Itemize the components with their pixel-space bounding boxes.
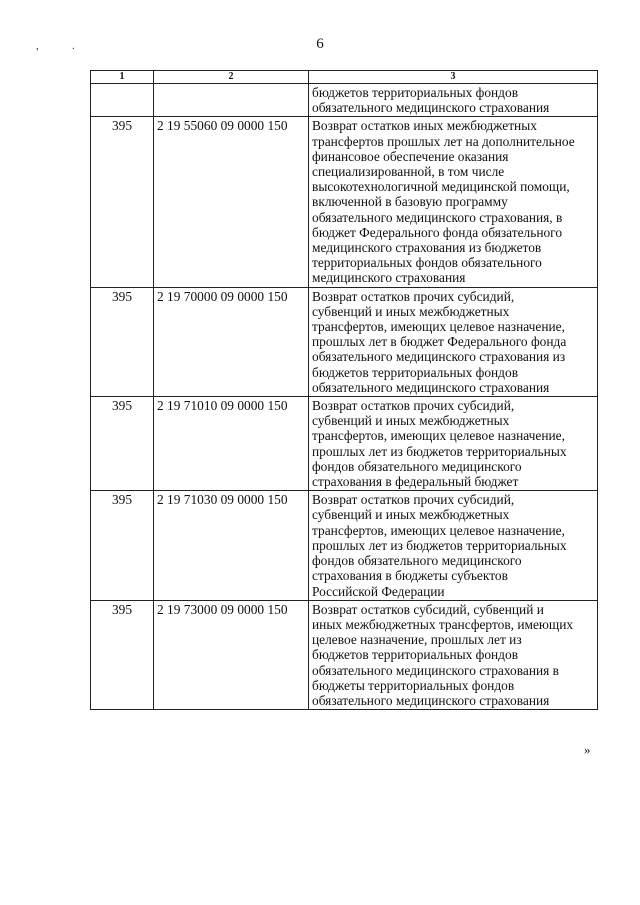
description-cell: Возврат остатков прочих субсидий, субвенций и иных межбюджетных трансфертов, имеющих целевое назначение, прошлых лет в бюджет Федерального фонда обязательного медицинского страхования из бюджетов территориальных фондов обязательного медицинского страхования bbox=[309, 287, 598, 396]
budget-code-table bbox=[90, 70, 598, 710]
budget-code-cell bbox=[154, 84, 309, 117]
table-row bbox=[91, 600, 598, 709]
description-cell: Возврат остатков прочих субсидий, субвенций и иных межбюджетных трансфертов, имеющих целевое назначение, прошлых лет из бюджетов территориальных фондов обязательного медицинского страхования в бюджеты субъектов Российской Федерации bbox=[309, 491, 598, 600]
table-row bbox=[91, 84, 598, 117]
description-cell: Возврат остатков субсидий, субвенций и иных межбюджетных трансфертов, имеющих целевое назначение, прошлых лет из бюджетов территориальных фондов обязательного медицинского страхования в бюджеты территориальных фондов обязательного медицинского страхования bbox=[309, 600, 598, 709]
table-header-row bbox=[91, 71, 598, 84]
margin-mark: . bbox=[72, 40, 75, 52]
column-header: 3 bbox=[309, 71, 598, 84]
table-row bbox=[91, 397, 598, 491]
table-row bbox=[91, 117, 598, 287]
budget-code-cell: 2 19 73000 09 0000 150 bbox=[154, 600, 309, 709]
admin-code-cell: 395 bbox=[91, 287, 154, 396]
table-row bbox=[91, 287, 598, 396]
admin-code-cell: 395 bbox=[91, 491, 154, 600]
description-cell: Возврат остатков иных межбюджетных трансфертов прошлых лет на дополнительное финансовое обеспечение оказания специализированной, в том числе высокотехнологичной медицинской помощи, включенной в базовую программу обязательного медицинского страхования, в бюджет Федерального фонда обязательного медицинского страхования из бюджетов территориальных фондов обязательного медицинского страхования bbox=[309, 117, 598, 287]
budget-code-cell: 2 19 71010 09 0000 150 bbox=[154, 397, 309, 491]
description-cell: Возврат остатков прочих субсидий, субвенций и иных межбюджетных трансфертов, имеющих целевое назначение, прошлых лет из бюджетов территориальных фондов обязательного медицинского страхования в федеральный бюджет bbox=[309, 397, 598, 491]
description-cell: бюджетов территориальных фондов обязательного медицинского страхования bbox=[309, 84, 598, 117]
budget-code-cell: 2 19 70000 09 0000 150 bbox=[154, 287, 309, 396]
admin-code-cell: 395 bbox=[91, 600, 154, 709]
margin-mark: , bbox=[36, 40, 39, 52]
page-number: 6 bbox=[316, 36, 324, 52]
column-header: 2 bbox=[154, 71, 309, 84]
budget-code-cell: 2 19 55060 09 0000 150 bbox=[154, 117, 309, 287]
admin-code-cell: 395 bbox=[91, 397, 154, 491]
column-header: 1 bbox=[91, 71, 154, 84]
budget-code-cell: 2 19 71030 09 0000 150 bbox=[154, 491, 309, 600]
closing-quote-mark: » bbox=[584, 742, 591, 757]
admin-code-cell bbox=[91, 84, 154, 117]
table-row bbox=[91, 491, 598, 600]
admin-code-cell: 395 bbox=[91, 117, 154, 287]
